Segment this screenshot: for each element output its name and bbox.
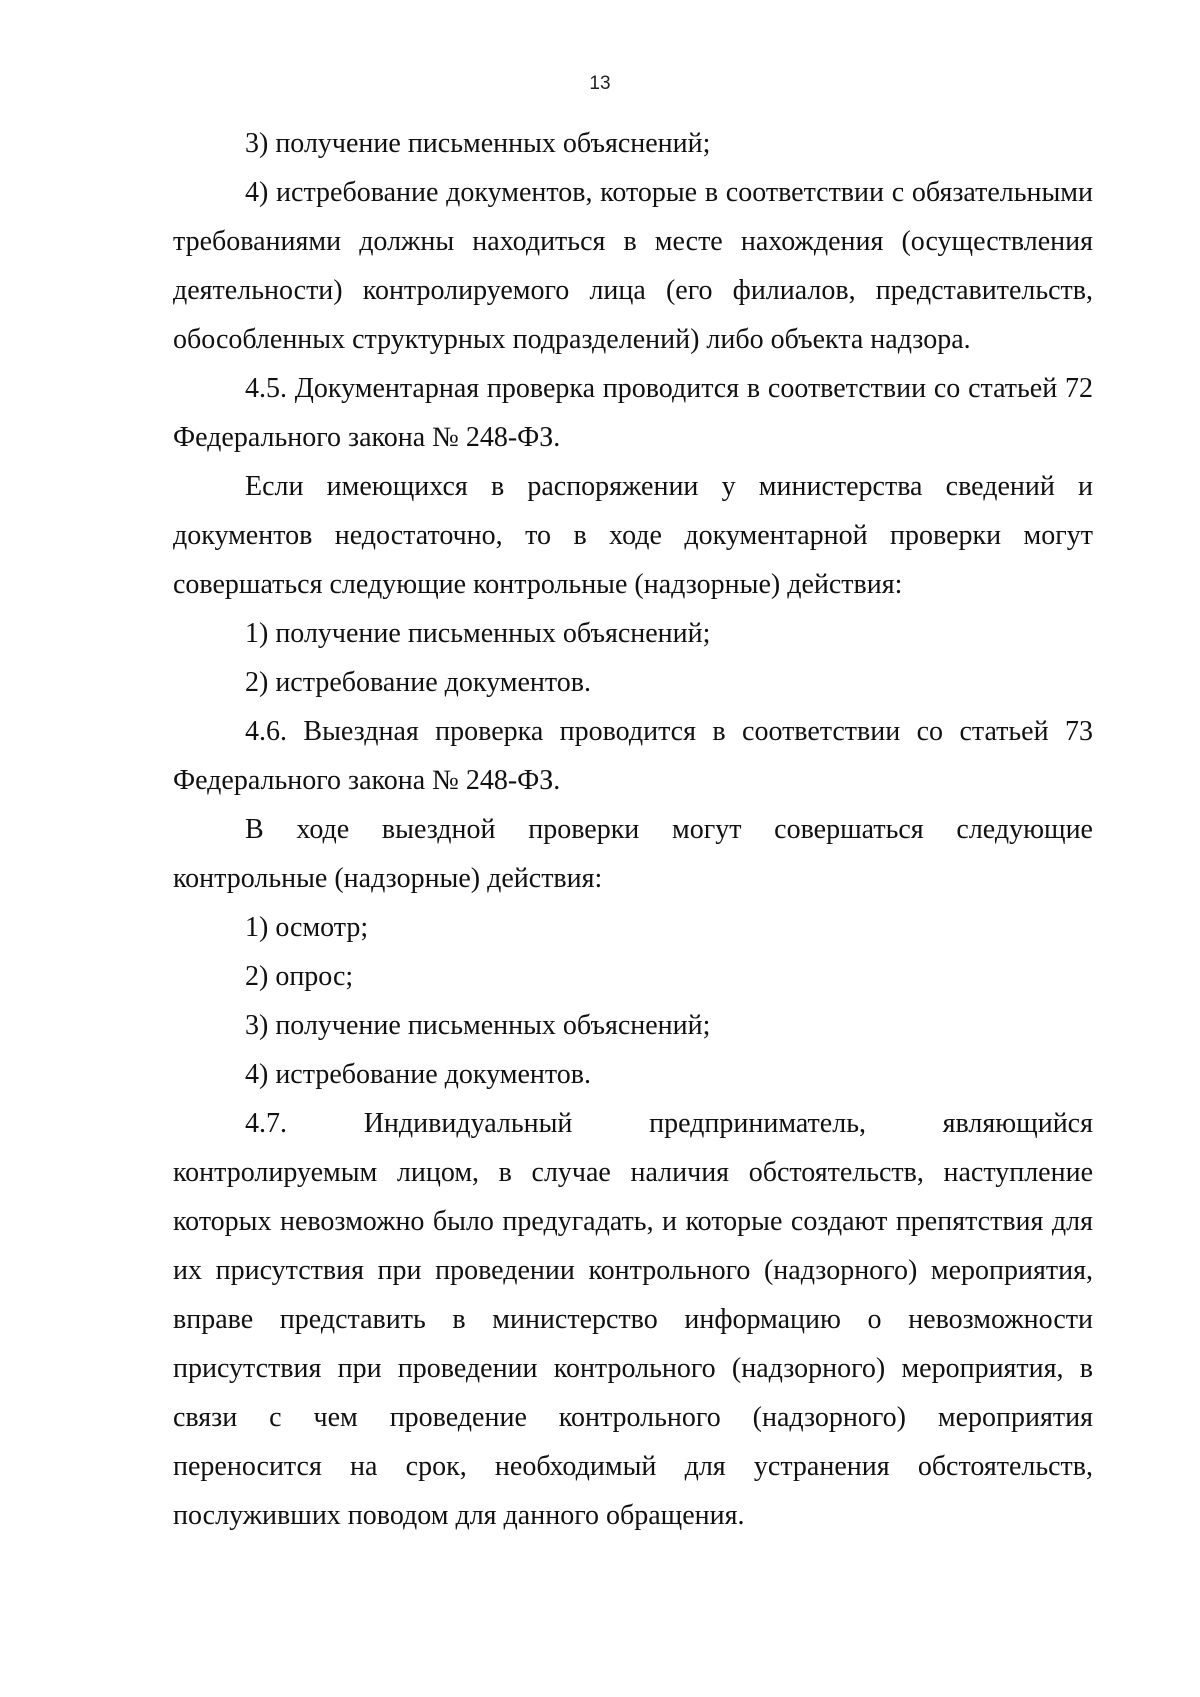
document-body bbox=[173, 119, 1093, 1540]
paragraph-documentary-inspection-actions: Если имеющихся в распоряжении у министерства сведений и документов недостаточно, то в ходе документарной проверки могут совершаться следующие контрольные (надзорные) действия: bbox=[173, 471, 1093, 600]
paragraph-doc-action-1: 1) получение письменных объяснений; bbox=[245, 618, 711, 649]
paragraph-item-4-document-request: 4) истребование документов, которые в соответствии с обязательными требованиями должны находиться в месте нахождения (осуществления деятельности) контролируемого лица (его филиалов, представительств, обособленных структурных подразделений) либо объекта надзора. bbox=[173, 177, 1093, 355]
paragraph-field-action-3: 3) получение письменных объяснений; bbox=[245, 1010, 711, 1041]
paragraph-4-7-entrepreneur-absence: 4.7. Индивидуальный предприниматель, являющийся контролируемым лицом, в случае наличия обстоятельств, наступление которых невозможно было предугадать, и которые создают препятствия для их присутствия при проведении контрольного (надзорного) мероприятия, вправе представить в министерство информацию о невозможности присутствия при проведении контрольного (надзорного) мероприятия, в связи с чем проведение контрольного (надзорного) мероприятия переносится на срок, необходимый для устранения обстоятельств, послуживших поводом для данного обращения. bbox=[173, 1108, 1093, 1531]
page-number: 13 bbox=[589, 73, 611, 94]
paragraph-4-5-documentary-inspection: 4.5. Документарная проверка проводится в соответствии со статьей 72 Федерального закона № 248-ФЗ. bbox=[173, 373, 1093, 453]
paragraph-doc-action-2: 2) истребование документов. bbox=[245, 667, 591, 698]
paragraph-field-inspection-actions: В ходе выездной проверки могут совершаться следующие контрольные (надзорные) действия: bbox=[173, 814, 1093, 894]
paragraph-field-action-2: 2) опрос; bbox=[245, 961, 354, 992]
paragraph-item-3-written-explanations: 3) получение письменных объяснений; bbox=[245, 128, 711, 159]
paragraph-field-action-4: 4) истребование документов. bbox=[245, 1059, 591, 1090]
paragraph-4-6-field-inspection: 4.6. Выездная проверка проводится в соответствии со статьей 73 Федерального закона № 248-ФЗ. bbox=[173, 716, 1093, 796]
paragraph-field-action-1: 1) осмотр; bbox=[245, 912, 369, 943]
